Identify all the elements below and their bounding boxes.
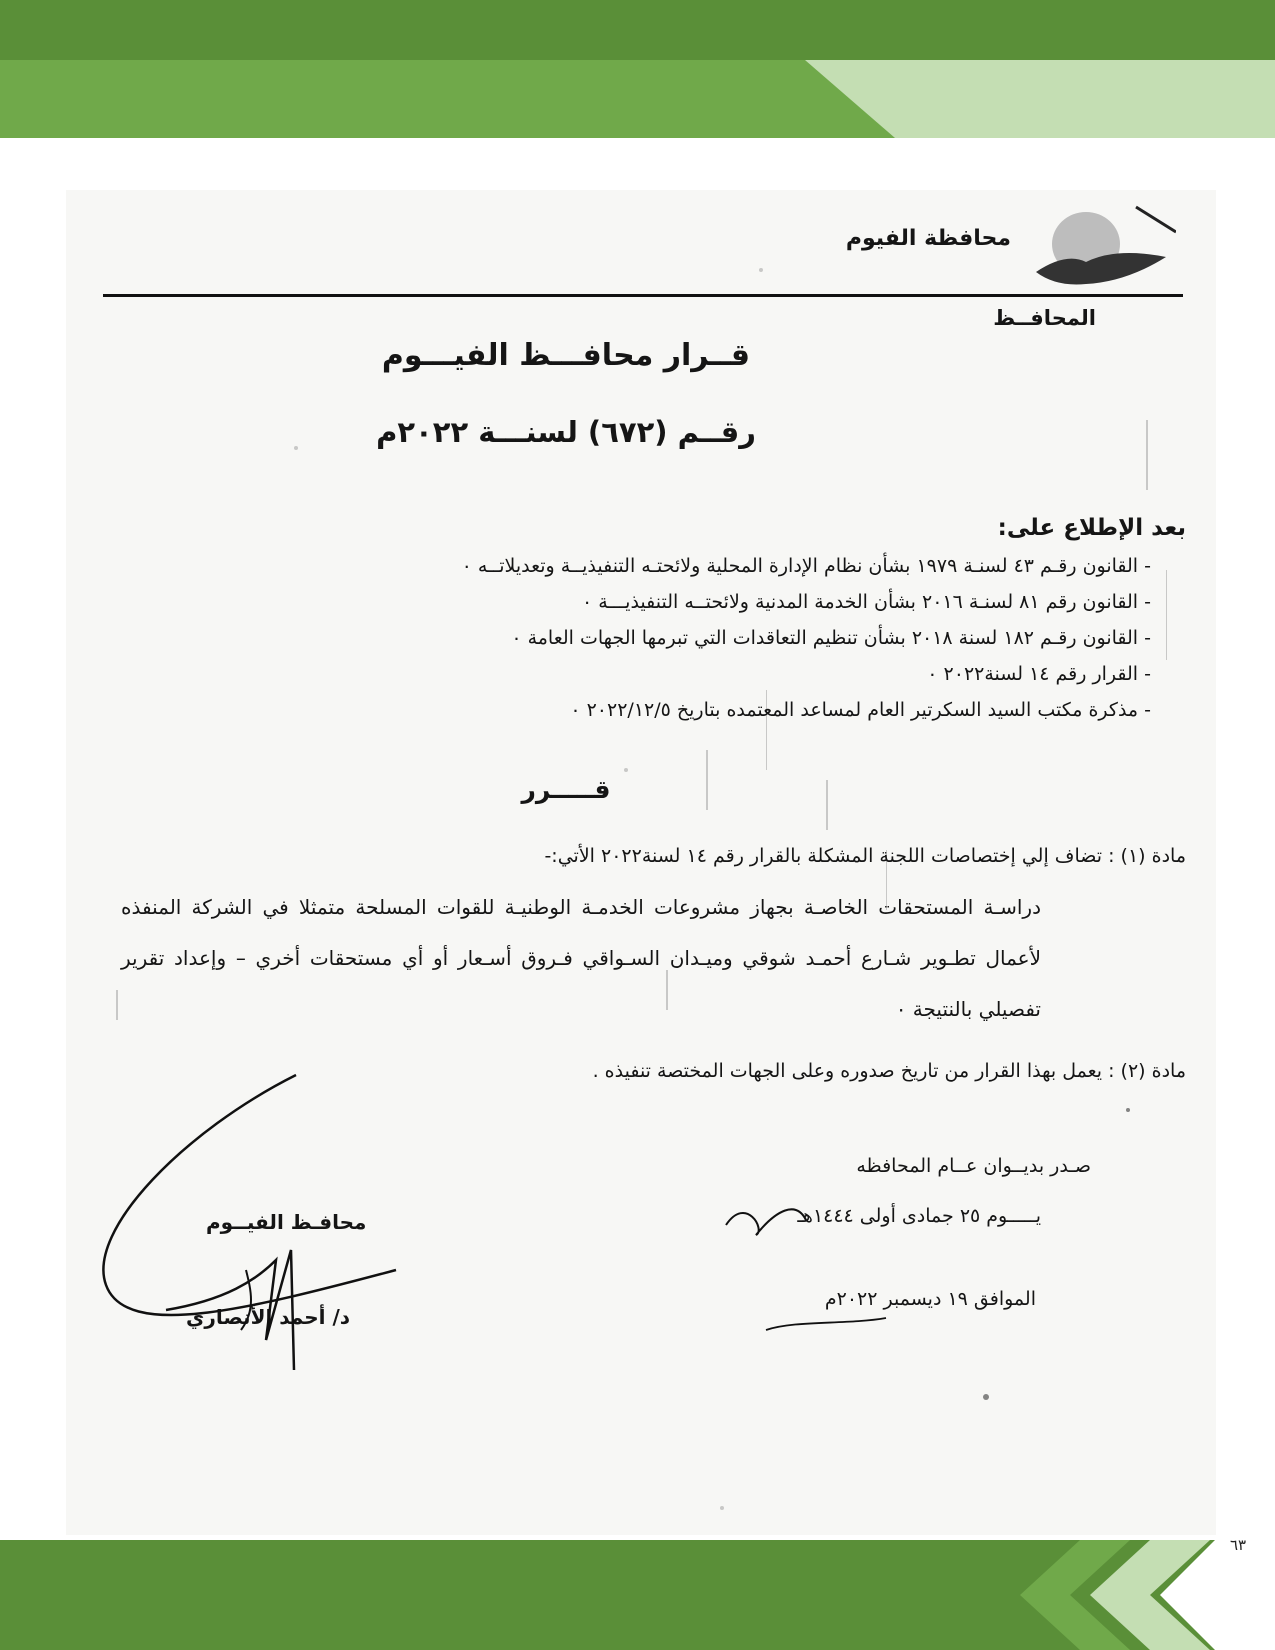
- list-item: - القانون رقـم ٤٣ لسنـة ١٩٧٩ بشأن نظام الإدارة المحلية ولائحتـه التنفيذيــة وتعديلاتــه ٠: [462, 548, 1151, 584]
- top-green-band: [0, 0, 1275, 140]
- decree-number: رقــم (٦٧٢) لسنـــة ٢٠٢٢م: [376, 415, 756, 449]
- list-item: - القانون رقم ٨١ لسنـة ٢٠١٦ بشأن الخدمة المدنية ولائحتــه التنفيذيـــة ٠: [462, 584, 1151, 620]
- decree-title: قــرار محافـــظ الفيـــوم: [381, 338, 751, 373]
- scanned-decree: [66, 190, 1216, 1535]
- office-label: المحافــظ: [993, 306, 1096, 330]
- preamble-heading: بعد الإطلاع على:: [997, 515, 1186, 541]
- gregorian-date: الموافق ١٩ ديسمبر ٢٠٢٢م: [824, 1288, 1036, 1310]
- issued-at: صـدر بديــوان عــام المحافظه: [856, 1155, 1091, 1177]
- reference-list: [462, 548, 1151, 728]
- article-1-heading: مادة (١) : تضاف إلي إختصاصات اللجنة المشكلة بالقرار رقم ١٤ لسنة٢٠٢٢ الأتي:-: [544, 845, 1186, 867]
- page-number: ٦٣: [1230, 1536, 1247, 1554]
- list-item: - القانون رقـم ١٨٢ لسنة ٢٠١٨ بشأن تنظيم التعاقدات التي تبرمها الجهات العامة ٠: [462, 620, 1151, 656]
- decision-heading: قـــــرر: [521, 775, 611, 804]
- signer-title: محافـظ الفيــوم: [206, 1210, 367, 1234]
- list-item: - مذكرة مكتب السيد السكرتير العام لمساعد المعتمده بتاريخ ٢٠٢٢/١٢/٥ ٠: [462, 692, 1151, 728]
- article-1-body: دراسـة المستحقات الخاصـة بجهاز مشروعات الخدمـة الوطنيـة للقوات المسلحة متمثلا في الشركة المنفذه لأعمال تطـوير شـارع أحمـد شوقي وميـدان السـواقي فـروق أسـعار أو أي مستحقات أخري – وإعداد تقرير تفصيلي بالنتيجة ٠: [121, 895, 1041, 1021]
- eagle-emblem-icon: [1026, 202, 1176, 292]
- list-item: - القرار رقم ١٤ لسنة٢٠٢٢ ٠: [462, 656, 1151, 692]
- signer-name: د/ أحمد الأنصاري: [186, 1305, 351, 1329]
- hijri-date: يـــــوم ٢٥ جمادى أولى ١٤٤٤هـ: [797, 1205, 1041, 1227]
- bottom-green-band: [0, 1540, 1275, 1650]
- governorate-name: محافظة الفيوم: [845, 226, 1011, 251]
- article-2: مادة (٢) : يعمل بهذا القرار من تاريخ صدوره وعلى الجهات المختصة تنفيذه .: [592, 1060, 1186, 1082]
- header-divider: [103, 294, 1183, 297]
